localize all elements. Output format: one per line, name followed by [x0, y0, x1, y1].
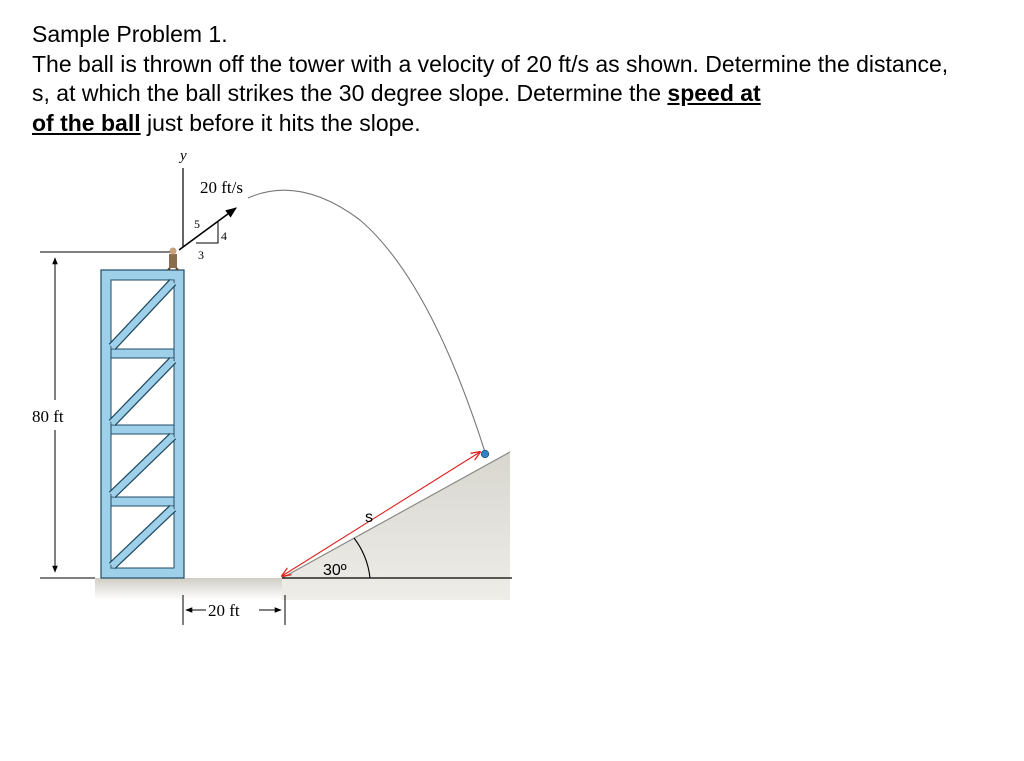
thrower-figure — [168, 248, 178, 271]
offset-label: 20 ft — [208, 601, 240, 620]
velocity-label: 20 ft/s — [200, 178, 243, 197]
tower — [101, 270, 184, 578]
height-label: 80 ft — [32, 407, 64, 426]
triangle-run-label: 3 — [198, 248, 204, 262]
problem-text-main: The ball is thrown off the tower with a velocity of 20 ft/s as shown. Determine the distance, s, at which the ball strikes the 30 degree slope. Determine the — [32, 50, 949, 106]
problem-text-end: just before it hits the slope. — [140, 109, 421, 136]
ball — [481, 450, 489, 458]
y-axis-label: y — [180, 148, 187, 164]
emphasis-speed-at: speed at — [667, 80, 761, 106]
triangle-rise-label: 4 — [221, 229, 227, 243]
problem-title: Sample Problem 1. — [32, 21, 228, 47]
velocity-arrow — [179, 208, 236, 250]
triangle-hyp-label: 5 — [194, 217, 200, 231]
distance-s-label: s — [365, 509, 373, 526]
ground-left — [95, 578, 285, 600]
slope-angle-label: 30º — [323, 562, 347, 579]
emphasis-of-the-ball: of the ball — [32, 109, 141, 136]
ball-trajectory — [248, 190, 485, 452]
